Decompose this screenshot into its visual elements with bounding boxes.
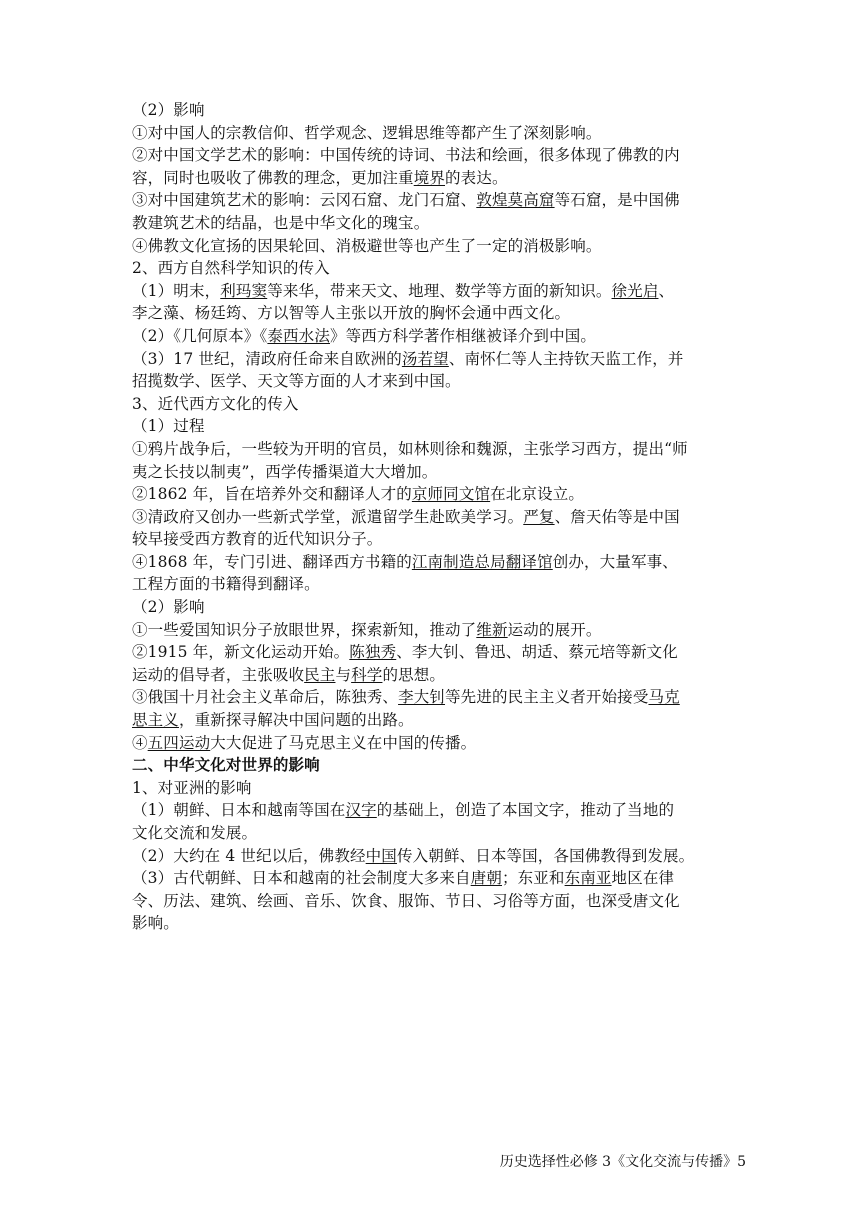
text-segment: （1）明末， [132,281,221,300]
text-segment: 较早接受西方教育的近代知识分子。 [132,530,383,549]
text-line [132,461,732,484]
text-segment: 等来华，带来天文、地理、数学等方面的新知识。 [267,281,612,300]
text-line [132,280,732,303]
text-line [132,393,732,416]
text-segment: 、南怀仁等人主持钦天监工作，并 [448,349,684,368]
text-line [132,596,732,619]
text-segment: 传入朝鲜、日本等国，各国佛教得到发展。 [396,846,695,865]
text-segment: 创办，大量军事、 [552,552,678,571]
text-line [132,551,732,574]
text-segment: （1）朝鲜、日本和越南等国在 [132,801,346,820]
text-segment: 文化交流和发展。 [132,824,258,842]
text-segment: 在北京设立。 [490,485,585,504]
text-segment: ③清政府又创办一些新式学堂，派遣留学生赴欧美学习。 [132,507,524,526]
text-line [132,506,732,529]
text-line [132,257,732,280]
text-line [132,709,732,732]
text-segment: 招揽数学、医学、天文等方面的人才来到中国。 [132,372,461,391]
document-body [132,99,732,935]
text-line [132,189,732,212]
underlined-term: 京师同文馆 [411,485,491,504]
text-line [132,415,732,438]
text-line [132,777,732,800]
text-line [132,664,732,687]
underlined-term: 五四运动 [147,733,211,752]
underlined-term: 中国 [365,846,397,865]
underlined-term: 敦煌莫高窟 [476,191,555,210]
text-segment: 容，同时也吸收了佛教的理念，更加注重 [132,168,414,187]
text-segment: 的基础上，创造了本国文字，推动了当地的 [376,801,675,820]
text-segment: （3）古代朝鲜、日本和越南的社会制度大多来自 [132,869,471,888]
text-segment: ④ [132,733,148,752]
text-segment: ；东亚和 [501,869,565,888]
underlined-term: 思主义 [132,711,179,730]
text-line [132,438,732,461]
text-segment: 李之藻、杨廷筠、方以智等人主张以开放的胸怀会通中西文化。 [132,304,571,323]
text-segment: ①一些爱国知识分子放眼世界，探索新知，推动了 [132,620,477,639]
text-line [132,822,732,845]
text-line [132,302,732,325]
text-segment: 、李大钊、鲁迅、胡适、蔡元培等新文化 [396,643,678,662]
text-segment: ③对中国建筑艺术的影响：云冈石窟、龙门石窟、 [132,191,477,210]
underlined-term: 民主 [304,665,336,684]
underlined-term: 汉字 [345,801,377,820]
underlined-term: 汤若望 [401,349,449,368]
text-line [132,845,732,868]
text-line [132,122,732,145]
text-segment: （2）影响 [132,598,205,617]
text-segment: 影响。 [132,914,179,933]
text-segment: 2、西方自然科学知识的传入 [132,259,330,278]
text-segment: ②对中国文学艺术的影响：中国传统的诗词、书法和绘画，很多体现了佛教的内 [132,146,680,165]
text-segment: ③俄国十月社会主义革命后，陈独秀、 [132,688,399,707]
text-line [132,573,732,596]
text-segment: 地区在律 [611,869,675,888]
text-segment: 教建筑艺术的结晶，也是中华文化的瑰宝。 [132,213,430,232]
text-line [132,686,732,709]
text-line [132,167,732,190]
text-segment: （1）过程 [132,417,205,436]
text-line [132,890,732,913]
text-segment: ，重新探寻解决中国问题的出路。 [178,711,414,730]
text-segment: 、 [658,281,675,300]
text-line [132,619,732,642]
text-line [132,867,732,890]
underlined-term: 严复 [523,507,555,526]
text-segment: 等先进的民主主义者开始接受 [445,688,649,707]
underlined-term: 泰西水法 [267,326,330,345]
text-line [132,483,732,506]
text-segment: （3）17 世纪，清政府任命来自欧洲的 [132,349,402,368]
underlined-term: 马克 [648,688,680,707]
underlined-term: 江南制造总局翻译馆 [411,552,553,571]
text-segment: ④佛教文化宣扬的因果轮回、消极避世等也产生了一定的消极影响。 [132,236,602,255]
text-line [132,325,732,348]
underlined-term: 科学 [351,665,383,684]
text-segment: 、詹天佑等是中国 [554,507,680,526]
text-segment: 夷之长技以制夷”，西学传播渠道大大增加。 [132,462,438,481]
text-segment: 运动的展开。 [507,620,602,639]
text-segment: 等石窟，是中国佛 [554,191,680,210]
underlined-term: 陈独秀 [349,643,397,662]
text-segment: 1、对亚洲的影响 [132,778,252,797]
text-line [132,370,732,393]
text-segment: 》等西方科学著作相继被译介到中国。 [329,326,597,345]
text-segment: 的表达。 [445,168,508,187]
text-segment: 3、近代西方文化的传入 [132,394,299,413]
underlined-term: 利玛窦 [220,281,268,300]
text-line [132,732,732,755]
text-line [132,528,732,551]
text-segment: ①对中国人的宗教信仰、哲学观念、逻辑思维等都产生了深刻影响。 [132,123,602,142]
text-line [132,799,732,822]
text-segment: ②1862 年，旨在培养外交和翻译人才的 [132,485,412,504]
text-line [132,144,732,167]
text-segment: ②1915 年，新文化运动开始。 [132,643,350,662]
text-segment: （2）影响 [132,101,205,119]
text-segment: ④1868 年，专门引进、翻译西方书籍的 [132,552,412,571]
underlined-term: 维新 [476,620,508,639]
underlined-term: 唐朝 [470,869,502,888]
text-line [132,641,732,664]
underlined-term: 东南亚 [564,869,612,888]
text-segment: 大大促进了马克思主义在中国的传播。 [210,733,477,752]
text-segment: 二、中华文化对世界的影响 [132,755,320,775]
text-segment: ①鸦片战争后，一些较为开明的官员，如林则徐和魏源，主张学习西方，提出“师 [132,439,688,458]
text-line [132,212,732,235]
text-line [132,754,732,777]
text-segment: 工程方面的书籍得到翻译。 [132,575,320,594]
text-segment: 与 [335,665,352,684]
page-footer: 历史选择性必修 3《文化交流与传播》5 [499,1154,746,1170]
underlined-term: 徐光启 [611,281,659,300]
underlined-term: 李大钊 [398,688,446,707]
text-line [132,912,732,935]
text-line [132,348,732,371]
text-line [132,235,732,258]
text-segment: （2）《几何原本》《 [132,326,268,345]
text-segment: 的思想。 [382,665,446,684]
text-segment: （2）大约在 4 世纪以后，佛教经 [132,846,366,865]
text-segment: 运动的倡导者，主张吸收 [132,665,305,684]
text-line [132,99,732,122]
text-segment: 令、历法、建筑、绘画、音乐、饮食、服饰、节日、习俗等方面，也深受唐文化 [132,891,680,910]
underlined-term: 境界 [413,168,446,187]
